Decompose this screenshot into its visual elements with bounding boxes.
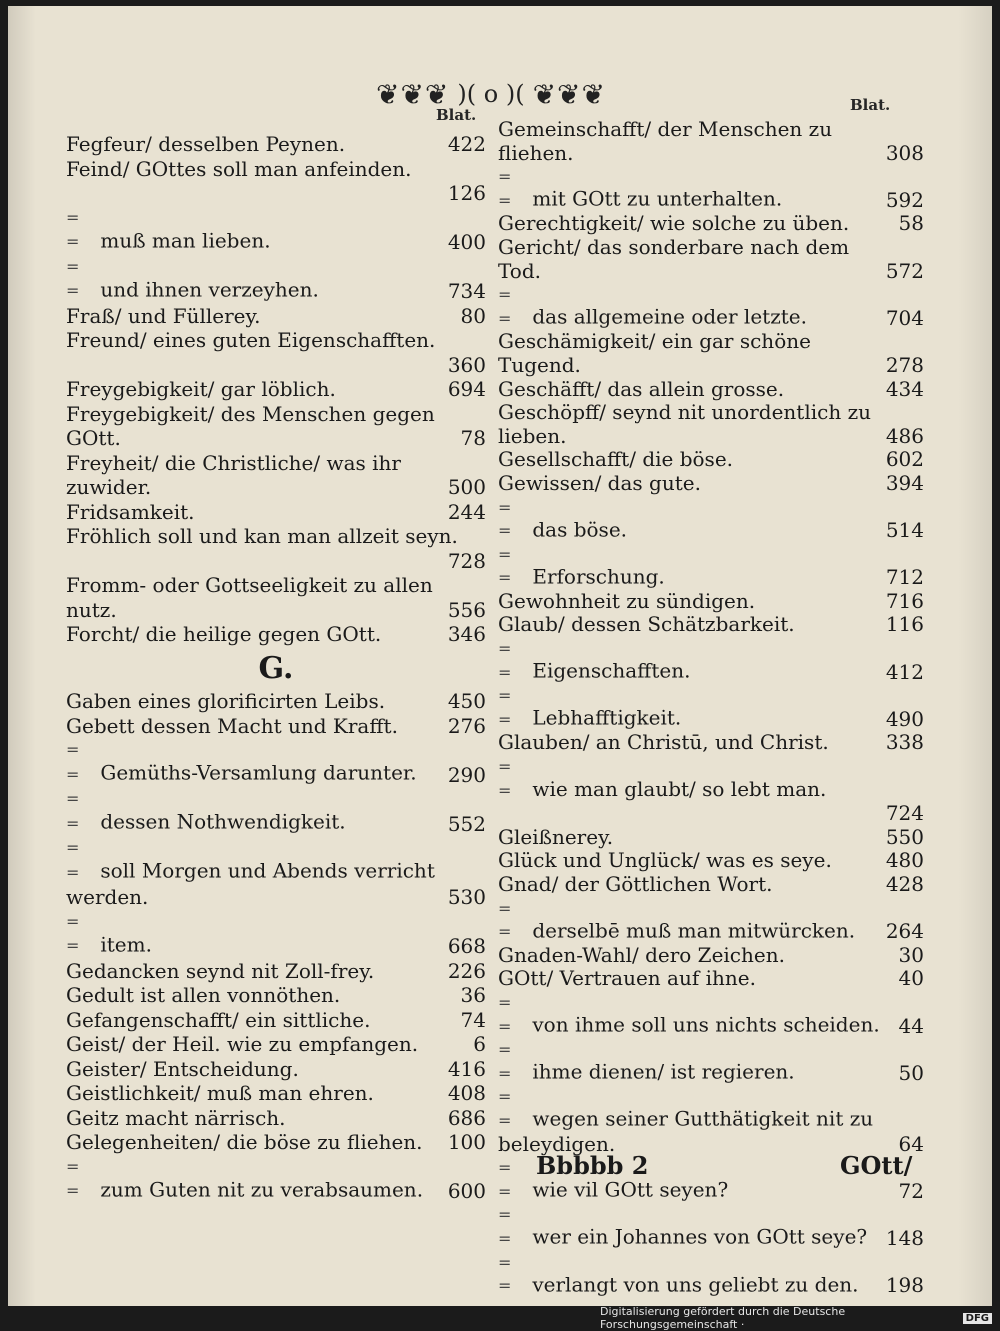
- index-entry: Fröhlich soll und kan man allzeit seyn.: [66, 524, 458, 548]
- index-entry: = = von ihme soll uns nichts scheiden. 44: [498, 992, 924, 1038]
- index-entry: = = verlangt von uns geliebt zu den. 198: [498, 1252, 924, 1298]
- page-header-ornament: [376, 66, 606, 122]
- index-entry-number-line: 360: [447, 352, 486, 377]
- index-entry: Gedancken seynd nit Zoll-frey. 226: [66, 958, 486, 983]
- credit-text: Digitalisierung gefördert durch die Deutsche Forschungsgemeinschaft ·: [600, 1305, 846, 1331]
- index-entry: Gerechtigkeit/ wie solche zu üben. 58: [498, 211, 924, 236]
- index-entry: Gewissen/ das gute. 394: [498, 470, 924, 495]
- index-entry: Gericht/ das sonderbare nach dem Tod. 572: [498, 234, 924, 283]
- index-entry: Freygebigkeit/ des Menschen gegen GOtt. 78: [66, 401, 486, 450]
- index-entry-number-line: 724: [885, 801, 924, 826]
- index-entry: = = das allgemeine oder letzte. 704: [498, 285, 924, 330]
- ornament-right: ❦❦❦: [532, 77, 606, 111]
- index-entry: Feind/ GOttes soll man anfeinden.: [66, 156, 412, 181]
- index-entry: Gnad/ der Göttlichen Wort. 428: [498, 872, 924, 896]
- index-entry: = = dessen Nothwendigkeit. 552: [66, 789, 486, 836]
- index-entry: = = wegen seiner Gutthätigkeit nit zu beleydigen. 64: [498, 1087, 924, 1156]
- index-entry: = = item. 668: [66, 911, 486, 958]
- index-entry: Freygebigkeit/ gar löblich. 694: [66, 377, 486, 401]
- index-entry: Geister/ Entscheidung. 416: [66, 1056, 486, 1081]
- index-entry: Freund/ eines guten Eigenschafften.: [66, 328, 436, 352]
- index-left-column: [66, 132, 486, 1204]
- index-entry: = = Lebhafftigkeit. 490: [498, 686, 924, 731]
- index-entry: = = wie man glaubt/ so lebt man.: [498, 757, 827, 801]
- index-entry-number-line: 126: [447, 181, 486, 205]
- index-entry: Gleißnerey. 550: [498, 824, 924, 849]
- index-entry: Glauben/ an Christū, und Christ. 338: [498, 730, 924, 755]
- index-entry: = = das böse. 514: [498, 497, 924, 543]
- index-right-column: [498, 118, 924, 1298]
- index-entry: Freyheit/ die Christliche/ was ihr zuwider. 500: [66, 450, 486, 499]
- index-entry: Geitz macht närrisch. 686: [66, 1105, 486, 1130]
- index-entry: Glück und Unglück/ was es seye. 480: [498, 848, 924, 873]
- index-entry: Gaben eines glorificirten Leibs. 450: [66, 689, 486, 713]
- index-entry: = = Gemüths-Versamlung darunter. 290: [66, 740, 486, 787]
- index-entry: Geschämigkeit/ ein gar schöne Tugend. 278: [498, 329, 924, 377]
- index-entry: Geistlichkeit/ muß man ehren. 408: [66, 1081, 486, 1105]
- right-column-heading: Blat.: [850, 96, 891, 114]
- index-entry: = = ihme dienen/ ist regieren. 50: [498, 1040, 924, 1085]
- index-entry: Glaub/ dessen Schätzbarkeit. 116: [498, 612, 924, 637]
- index-entry: Gesellschafft/ die böse. 602: [498, 447, 924, 472]
- signature-mark: Bbbbb 2: [536, 1151, 649, 1180]
- index-entry: Geist/ der Heil. wie zu empfangen. 6: [66, 1032, 486, 1056]
- left-column-heading: Blat.: [436, 106, 477, 124]
- digitization-credit: [600, 1305, 992, 1331]
- index-entry: Gelegenheiten/ die böse zu fliehen. 100: [66, 1130, 486, 1154]
- index-entry: = = wer ein Johannes von GOtt seye? 148: [498, 1205, 924, 1250]
- index-entry: Gedult ist allen vonnöthen. 36: [66, 983, 486, 1007]
- index-entry: GOtt/ Vertrauen auf ihne. 40: [498, 966, 924, 991]
- catchword: GOtt/: [840, 1151, 913, 1180]
- index-entry: = = wie vil GOtt seyen? 72: [498, 1158, 924, 1203]
- index-entry: = = mit GOtt zu unterhalten. 592: [498, 167, 924, 212]
- index-entry: Gefangenschafft/ ein sittliche. 74: [66, 1007, 486, 1032]
- index-entry: Forcht/ die heilige gegen GOtt. 346: [66, 622, 486, 646]
- index-entry: Gemeinschafft/ der Menschen zu fliehen. 308: [498, 117, 924, 165]
- index-entry: = = Eigenschafften. 412: [498, 639, 924, 684]
- index-entry: Gebett dessen Macht und Krafft. 276: [66, 713, 486, 738]
- index-entry: Gnaden-Wahl/ dero Zeichen. 30: [498, 942, 924, 967]
- index-entry: = = soll Morgen und Abends verricht werden. 530: [66, 838, 486, 909]
- index-entry: Fegfeur/ desselben Peynen. 422: [66, 132, 486, 156]
- page-mark: )( o )(: [457, 80, 525, 108]
- index-entry: Geschöpff/ seynd nit unordentlich zu lieben. 486: [498, 400, 924, 448]
- index-entry: = = muß man lieben. 400: [66, 207, 486, 254]
- index-entry: Gewohnheit zu sündigen. 716: [498, 588, 924, 613]
- index-entry: Fromm- oder Gottseeligkeit zu allen nutz. 556: [66, 573, 486, 622]
- dfg-logo: DFG: [963, 1313, 992, 1324]
- index-entry: = = derselbē muß man mitwürcken. 264: [498, 898, 924, 944]
- index-entry: Geschäfft/ das allein grosse. 434: [498, 376, 924, 401]
- index-entry: = = Erforschung. 712: [498, 544, 924, 590]
- ornament-left: ❦❦❦: [376, 77, 450, 111]
- book-page: [8, 6, 992, 1306]
- index-entry: = = zum Guten nit zu verabsaumen. 600: [66, 1156, 486, 1203]
- section-letter-g: G.: [258, 650, 294, 686]
- index-entry: Fraß/ und Füllerey. 80: [66, 303, 486, 328]
- index-entry: = = und ihnen verzeyhen. 734: [66, 256, 486, 303]
- index-entry: Fridsamkeit. 244: [66, 499, 486, 524]
- index-entry-number-line: 728: [447, 548, 486, 573]
